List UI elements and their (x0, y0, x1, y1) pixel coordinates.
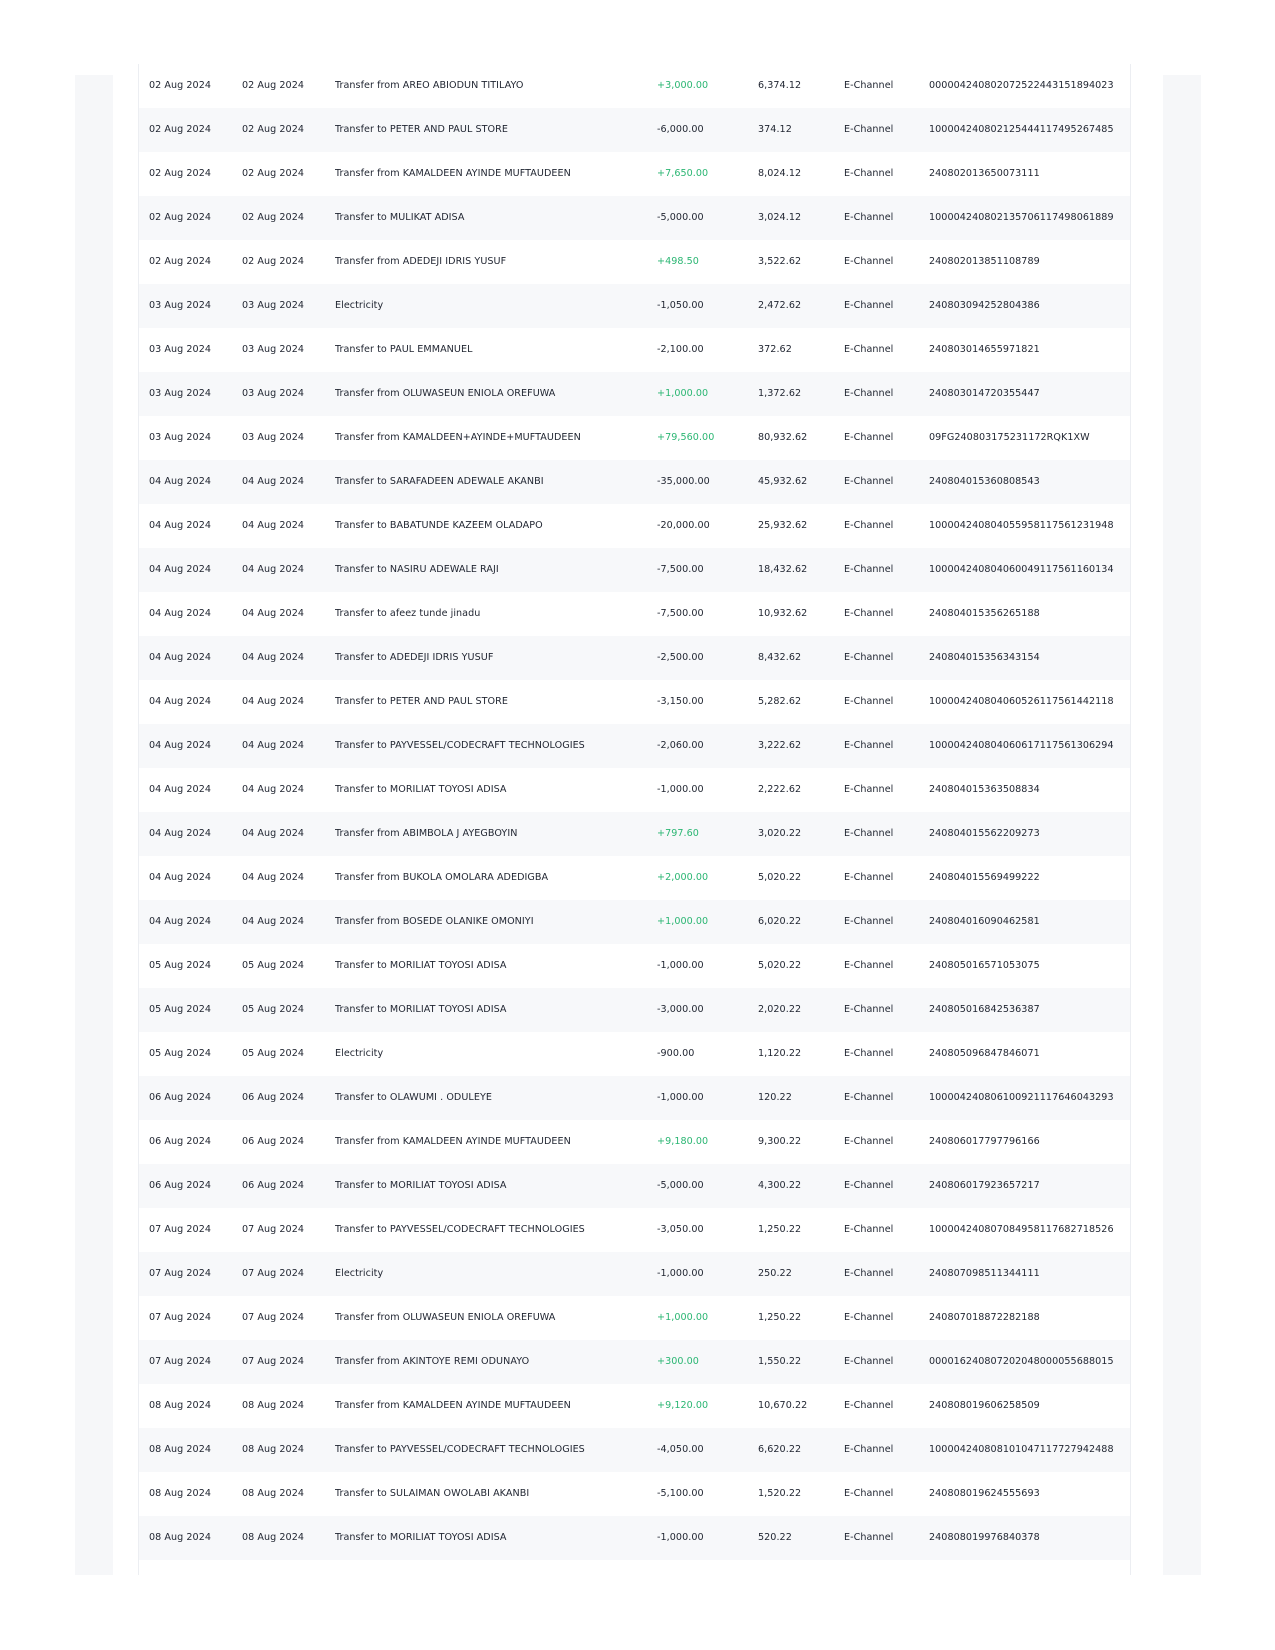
transaction-description: Transfer to afeez tunde jinadu (335, 608, 481, 619)
reference-number: 240803014655971821 (929, 344, 1040, 355)
transaction-amount: -7,500.00 (657, 608, 704, 619)
balance: 10,932.62 (758, 608, 808, 619)
balance: 6,374.12 (758, 80, 802, 91)
transaction-description: Transfer from AKINTOYE REMI ODUNAYO (335, 1356, 530, 1367)
table-row (139, 1516, 1130, 1560)
channel: E-Channel (844, 388, 894, 399)
channel: E-Channel (844, 696, 894, 707)
balance: 3,024.12 (758, 212, 802, 223)
transaction-amount: +498.50 (657, 256, 699, 267)
reference-number: 100004240804060049117561160134 (929, 564, 1114, 575)
value-date: 07 Aug 2024 (242, 1312, 305, 1323)
table-row (139, 196, 1130, 240)
table-row (139, 504, 1130, 548)
reference-number: 240807018872282188 (929, 1312, 1040, 1323)
transaction-description: Transfer to PAYVESSEL/CODECRAFT TECHNOLOGIES (335, 1444, 585, 1455)
value-date: 04 Aug 2024 (242, 652, 305, 663)
transaction-description: Transfer to OLAWUMI . ODULEYE (335, 1092, 492, 1103)
balance: 4,300.22 (758, 1180, 802, 1191)
table-row (139, 152, 1130, 196)
reference-number: 240804015562209273 (929, 828, 1040, 839)
value-date: 04 Aug 2024 (242, 696, 305, 707)
table-row (139, 988, 1130, 1032)
value-date: 04 Aug 2024 (242, 564, 305, 575)
transaction-description: Transfer from ADEDEJI IDRIS YUSUF (335, 256, 507, 267)
transaction-description: Transfer to SARAFADEEN ADEWALE AKANBI (335, 476, 544, 487)
transaction-amount: +9,180.00 (657, 1136, 709, 1147)
transaction-description: Electricity (335, 1268, 384, 1279)
value-date: 05 Aug 2024 (242, 1048, 305, 1059)
reference-number: 100004240802125444117495267485 (929, 124, 1114, 135)
transaction-date: 08 Aug 2024 (149, 1444, 212, 1455)
transaction-amount: -2,500.00 (657, 652, 704, 663)
transaction-description: Transfer to MORILIAT TOYOSI ADISA (335, 1180, 507, 1191)
reference-number: 240802013851108789 (929, 256, 1040, 267)
reference-number: 000016240807202048000055688015 (929, 1356, 1114, 1367)
transaction-amount: +1,000.00 (657, 916, 709, 927)
transaction-description: Transfer from OLUWASEUN ENIOLA OREFUWA (335, 388, 556, 399)
reference-number: 09FG240803175231172RQK1XW (929, 432, 1090, 443)
value-date: 04 Aug 2024 (242, 476, 305, 487)
transaction-date: 04 Aug 2024 (149, 696, 212, 707)
transaction-date: 03 Aug 2024 (149, 432, 212, 443)
value-date: 02 Aug 2024 (242, 168, 305, 179)
transaction-description: Transfer to PETER AND PAUL STORE (335, 124, 508, 135)
transaction-date: 04 Aug 2024 (149, 916, 212, 927)
transaction-description: Transfer to BABATUNDE KAZEEM OLADAPO (335, 520, 543, 531)
transaction-description: Transfer to MULIKAT ADISA (335, 212, 465, 223)
value-date: 03 Aug 2024 (242, 432, 305, 443)
balance: 3,222.62 (758, 740, 802, 751)
value-date: 07 Aug 2024 (242, 1356, 305, 1367)
transaction-description: Transfer from AREO ABIODUN TITILAYO (335, 80, 524, 91)
transaction-description: Transfer to PAYVESSEL/CODECRAFT TECHNOLOGIES (335, 740, 585, 751)
channel: E-Channel (844, 564, 894, 575)
value-date: 03 Aug 2024 (242, 388, 305, 399)
value-date: 06 Aug 2024 (242, 1180, 305, 1191)
balance: 1,250.22 (758, 1312, 802, 1323)
value-date: 02 Aug 2024 (242, 256, 305, 267)
table-row (139, 856, 1130, 900)
channel: E-Channel (844, 344, 894, 355)
channel: E-Channel (844, 432, 894, 443)
transaction-description: Transfer to MORILIAT TOYOSI ADISA (335, 960, 507, 971)
transaction-description: Transfer to MORILIAT TOYOSI ADISA (335, 1004, 507, 1015)
transaction-amount: +7,650.00 (657, 168, 709, 179)
transaction-description: Transfer from KAMALDEEN AYINDE MUFTAUDEEN (335, 1136, 571, 1147)
transaction-date: 07 Aug 2024 (149, 1224, 212, 1235)
transaction-amount: -5,000.00 (657, 212, 704, 223)
table-row (139, 900, 1130, 944)
transaction-description: Transfer to MORILIAT TOYOSI ADISA (335, 784, 507, 795)
balance: 1,120.22 (758, 1048, 802, 1059)
reference-number: 000004240802072522443151894023 (929, 80, 1114, 91)
channel: E-Channel (844, 1356, 894, 1367)
value-date: 04 Aug 2024 (242, 740, 305, 751)
transaction-amount: +1,000.00 (657, 388, 709, 399)
balance: 120.22 (758, 1092, 792, 1103)
balance: 8,024.12 (758, 168, 802, 179)
channel: E-Channel (844, 740, 894, 751)
channel: E-Channel (844, 168, 894, 179)
channel: E-Channel (844, 1400, 894, 1411)
channel: E-Channel (844, 300, 894, 311)
channel: E-Channel (844, 124, 894, 135)
reference-number: 240806017923657217 (929, 1180, 1040, 1191)
channel: E-Channel (844, 1224, 894, 1235)
transaction-date: 04 Aug 2024 (149, 872, 212, 883)
table-row (139, 1252, 1130, 1296)
channel: E-Channel (844, 520, 894, 531)
channel: E-Channel (844, 1532, 894, 1543)
table-row (139, 284, 1130, 328)
table-row (139, 944, 1130, 988)
table-row (139, 1032, 1130, 1076)
channel: E-Channel (844, 1180, 894, 1191)
transaction-amount: -3,000.00 (657, 1004, 704, 1015)
transaction-description: Transfer from ABIMBOLA J AYEGBOYIN (335, 828, 518, 839)
reference-number: 100004240806100921117646043293 (929, 1092, 1114, 1103)
transaction-date: 08 Aug 2024 (149, 1400, 212, 1411)
balance: 8,432.62 (758, 652, 802, 663)
transaction-date: 07 Aug 2024 (149, 1356, 212, 1367)
reference-number: 240805016571053075 (929, 960, 1040, 971)
balance: 372.62 (758, 344, 792, 355)
balance: 2,222.62 (758, 784, 802, 795)
channel: E-Channel (844, 1312, 894, 1323)
transaction-amount: -1,000.00 (657, 1532, 704, 1543)
channel: E-Channel (844, 1136, 894, 1147)
reference-number: 240805096847846071 (929, 1048, 1040, 1059)
transaction-description: Transfer to SULAIMAN OWOLABI AKANBI (335, 1488, 530, 1499)
balance: 6,020.22 (758, 916, 802, 927)
balance: 45,932.62 (758, 476, 808, 487)
reference-number: 240804015356265188 (929, 608, 1040, 619)
channel: E-Channel (844, 1488, 894, 1499)
value-date: 08 Aug 2024 (242, 1444, 305, 1455)
transaction-description: Transfer from BUKOLA OMOLARA ADEDIGBA (335, 872, 549, 883)
transactions-table (138, 64, 1131, 1575)
value-date: 07 Aug 2024 (242, 1224, 305, 1235)
table-row (139, 592, 1130, 636)
transaction-description: Transfer to ADEDEJI IDRIS YUSUF (335, 652, 494, 663)
reference-number: 240807098511344111 (929, 1268, 1040, 1279)
transaction-amount: -4,050.00 (657, 1444, 704, 1455)
table-row (139, 372, 1130, 416)
table-row (139, 1164, 1130, 1208)
transaction-amount: +797.60 (657, 828, 699, 839)
transaction-description: Transfer from KAMALDEEN AYINDE MUFTAUDEEN (335, 168, 571, 179)
transaction-date: 04 Aug 2024 (149, 564, 212, 575)
table-row (139, 768, 1130, 812)
value-date: 04 Aug 2024 (242, 608, 305, 619)
transaction-amount: -5,000.00 (657, 1180, 704, 1191)
transaction-description: Transfer from BOSEDE OLANIKE OMONIYI (335, 916, 534, 927)
transaction-description: Electricity (335, 1048, 384, 1059)
balance: 10,670.22 (758, 1400, 808, 1411)
channel: E-Channel (844, 80, 894, 91)
table-row (139, 1208, 1130, 1252)
table-row (139, 1384, 1130, 1428)
transaction-description: Transfer to MORILIAT TOYOSI ADISA (335, 1532, 507, 1543)
table-row (139, 1120, 1130, 1164)
channel: E-Channel (844, 476, 894, 487)
channel: E-Channel (844, 1268, 894, 1279)
reference-number: 100004240804060526117561442118 (929, 696, 1114, 707)
balance: 1,520.22 (758, 1488, 802, 1499)
transaction-amount: -1,000.00 (657, 784, 704, 795)
reference-number: 100004240804055958117561231948 (929, 520, 1114, 531)
transaction-date: 02 Aug 2024 (149, 124, 212, 135)
reference-number: 240803014720355447 (929, 388, 1040, 399)
value-date: 05 Aug 2024 (242, 960, 305, 971)
value-date: 04 Aug 2024 (242, 828, 305, 839)
balance: 18,432.62 (758, 564, 808, 575)
channel: E-Channel (844, 256, 894, 267)
reference-number: 240808019624555693 (929, 1488, 1040, 1499)
table-row (139, 812, 1130, 856)
reference-number: 240804015569499222 (929, 872, 1040, 883)
transaction-amount: -2,060.00 (657, 740, 704, 751)
table-row (139, 108, 1130, 152)
reference-number: 240806017797796166 (929, 1136, 1040, 1147)
channel: E-Channel (844, 608, 894, 619)
value-date: 08 Aug 2024 (242, 1400, 305, 1411)
transaction-amount: -7,500.00 (657, 564, 704, 575)
table-row (139, 460, 1130, 504)
balance: 374.12 (758, 124, 792, 135)
transaction-amount: -3,150.00 (657, 696, 704, 707)
channel: E-Channel (844, 960, 894, 971)
transaction-date: 04 Aug 2024 (149, 652, 212, 663)
transaction-date: 08 Aug 2024 (149, 1488, 212, 1499)
transaction-amount: -6,000.00 (657, 124, 704, 135)
value-date: 03 Aug 2024 (242, 344, 305, 355)
table-row (139, 328, 1130, 372)
balance: 1,550.22 (758, 1356, 802, 1367)
transaction-description: Electricity (335, 300, 384, 311)
value-date: 08 Aug 2024 (242, 1532, 305, 1543)
table-row (139, 64, 1130, 108)
transaction-amount: -20,000.00 (657, 520, 710, 531)
transaction-description: Transfer to PETER AND PAUL STORE (335, 696, 508, 707)
balance: 2,472.62 (758, 300, 802, 311)
balance: 520.22 (758, 1532, 792, 1543)
value-date: 04 Aug 2024 (242, 916, 305, 927)
transaction-description: Transfer from OLUWASEUN ENIOLA OREFUWA (335, 1312, 556, 1323)
reference-number: 100004240804060617117561306294 (929, 740, 1114, 751)
transaction-date: 02 Aug 2024 (149, 212, 212, 223)
channel: E-Channel (844, 652, 894, 663)
channel: E-Channel (844, 1004, 894, 1015)
channel: E-Channel (844, 872, 894, 883)
balance: 1,250.22 (758, 1224, 802, 1235)
transaction-date: 07 Aug 2024 (149, 1312, 212, 1323)
table-row (139, 724, 1130, 768)
channel: E-Channel (844, 212, 894, 223)
transaction-amount: -1,000.00 (657, 1092, 704, 1103)
reference-number: 240808019606258509 (929, 1400, 1040, 1411)
reference-number: 100004240802135706117498061889 (929, 212, 1114, 223)
reference-number: 240808019976840378 (929, 1532, 1040, 1543)
transaction-description: Transfer to PAUL EMMANUEL (335, 344, 473, 355)
table-row (139, 240, 1130, 284)
balance: 5,020.22 (758, 872, 802, 883)
value-date: 04 Aug 2024 (242, 520, 305, 531)
transaction-date: 03 Aug 2024 (149, 388, 212, 399)
transaction-date: 03 Aug 2024 (149, 300, 212, 311)
table-row (139, 1472, 1130, 1516)
table-row (139, 548, 1130, 592)
reference-number: 240804016090462581 (929, 916, 1040, 927)
value-date: 04 Aug 2024 (242, 872, 305, 883)
balance: 5,020.22 (758, 960, 802, 971)
transaction-description: Transfer to PAYVESSEL/CODECRAFT TECHNOLOGIES (335, 1224, 585, 1235)
balance: 250.22 (758, 1268, 792, 1279)
value-date: 02 Aug 2024 (242, 212, 305, 223)
value-date: 02 Aug 2024 (242, 80, 305, 91)
balance: 6,620.22 (758, 1444, 802, 1455)
transaction-date: 04 Aug 2024 (149, 520, 212, 531)
transaction-amount: +2,000.00 (657, 872, 709, 883)
reference-number: 100004240807084958117682718526 (929, 1224, 1114, 1235)
value-date: 07 Aug 2024 (242, 1268, 305, 1279)
transaction-date: 05 Aug 2024 (149, 960, 212, 971)
transactions-rows (139, 64, 1130, 1560)
transaction-description: Transfer to NASIRU ADEWALE RAJI (335, 564, 499, 575)
balance: 25,932.62 (758, 520, 808, 531)
value-date: 02 Aug 2024 (242, 124, 305, 135)
transaction-amount: -5,100.00 (657, 1488, 704, 1499)
reference-number: 240802013650073111 (929, 168, 1040, 179)
transaction-date: 02 Aug 2024 (149, 80, 212, 91)
reference-number: 100004240808101047117727942488 (929, 1444, 1114, 1455)
transaction-amount: -2,100.00 (657, 344, 704, 355)
transaction-date: 07 Aug 2024 (149, 1268, 212, 1279)
channel: E-Channel (844, 1048, 894, 1059)
table-row (139, 1296, 1130, 1340)
transaction-description: Transfer from KAMALDEEN+AYINDE+MUFTAUDEEN (335, 432, 581, 443)
transaction-date: 04 Aug 2024 (149, 476, 212, 487)
value-date: 04 Aug 2024 (242, 784, 305, 795)
transaction-amount: -3,050.00 (657, 1224, 704, 1235)
transaction-date: 03 Aug 2024 (149, 344, 212, 355)
value-date: 06 Aug 2024 (242, 1136, 305, 1147)
transaction-date: 06 Aug 2024 (149, 1180, 212, 1191)
table-row (139, 636, 1130, 680)
balance: 5,282.62 (758, 696, 802, 707)
transaction-date: 06 Aug 2024 (149, 1092, 212, 1103)
channel: E-Channel (844, 1092, 894, 1103)
channel: E-Channel (844, 916, 894, 927)
balance: 3,020.22 (758, 828, 802, 839)
transaction-amount: -1,050.00 (657, 300, 704, 311)
reference-number: 240804015356343154 (929, 652, 1040, 663)
transaction-amount: +3,000.00 (657, 80, 709, 91)
transaction-date: 04 Aug 2024 (149, 740, 212, 751)
transaction-amount: +9,120.00 (657, 1400, 709, 1411)
transaction-amount: +1,000.00 (657, 1312, 709, 1323)
transaction-date: 02 Aug 2024 (149, 256, 212, 267)
table-row (139, 680, 1130, 724)
transaction-amount: -1,000.00 (657, 960, 704, 971)
table-row (139, 416, 1130, 460)
value-date: 05 Aug 2024 (242, 1004, 305, 1015)
channel: E-Channel (844, 1444, 894, 1455)
balance: 1,372.62 (758, 388, 802, 399)
channel: E-Channel (844, 784, 894, 795)
transaction-date: 08 Aug 2024 (149, 1532, 212, 1543)
transaction-date: 04 Aug 2024 (149, 828, 212, 839)
reference-number: 240804015360808543 (929, 476, 1040, 487)
balance: 9,300.22 (758, 1136, 802, 1147)
reference-number: 240803094252804386 (929, 300, 1040, 311)
transaction-amount: -35,000.00 (657, 476, 710, 487)
transaction-amount: +79,560.00 (657, 432, 715, 443)
table-row (139, 1076, 1130, 1120)
balance: 2,020.22 (758, 1004, 802, 1015)
transaction-date: 05 Aug 2024 (149, 1004, 212, 1015)
transaction-date: 02 Aug 2024 (149, 168, 212, 179)
reference-number: 240804015363508834 (929, 784, 1040, 795)
transaction-date: 04 Aug 2024 (149, 784, 212, 795)
reference-number: 240805016842536387 (929, 1004, 1040, 1015)
balance: 80,932.62 (758, 432, 808, 443)
value-date: 06 Aug 2024 (242, 1092, 305, 1103)
transaction-amount: +300.00 (657, 1356, 699, 1367)
transaction-date: 05 Aug 2024 (149, 1048, 212, 1059)
transaction-description: Transfer from KAMALDEEN AYINDE MUFTAUDEEN (335, 1400, 571, 1411)
transaction-date: 06 Aug 2024 (149, 1136, 212, 1147)
balance: 3,522.62 (758, 256, 802, 267)
transaction-date: 04 Aug 2024 (149, 608, 212, 619)
transaction-amount: -1,000.00 (657, 1268, 704, 1279)
value-date: 03 Aug 2024 (242, 300, 305, 311)
transaction-amount: -900.00 (657, 1048, 695, 1059)
table-row (139, 1428, 1130, 1472)
value-date: 08 Aug 2024 (242, 1488, 305, 1499)
table-row (139, 1340, 1130, 1384)
channel: E-Channel (844, 828, 894, 839)
